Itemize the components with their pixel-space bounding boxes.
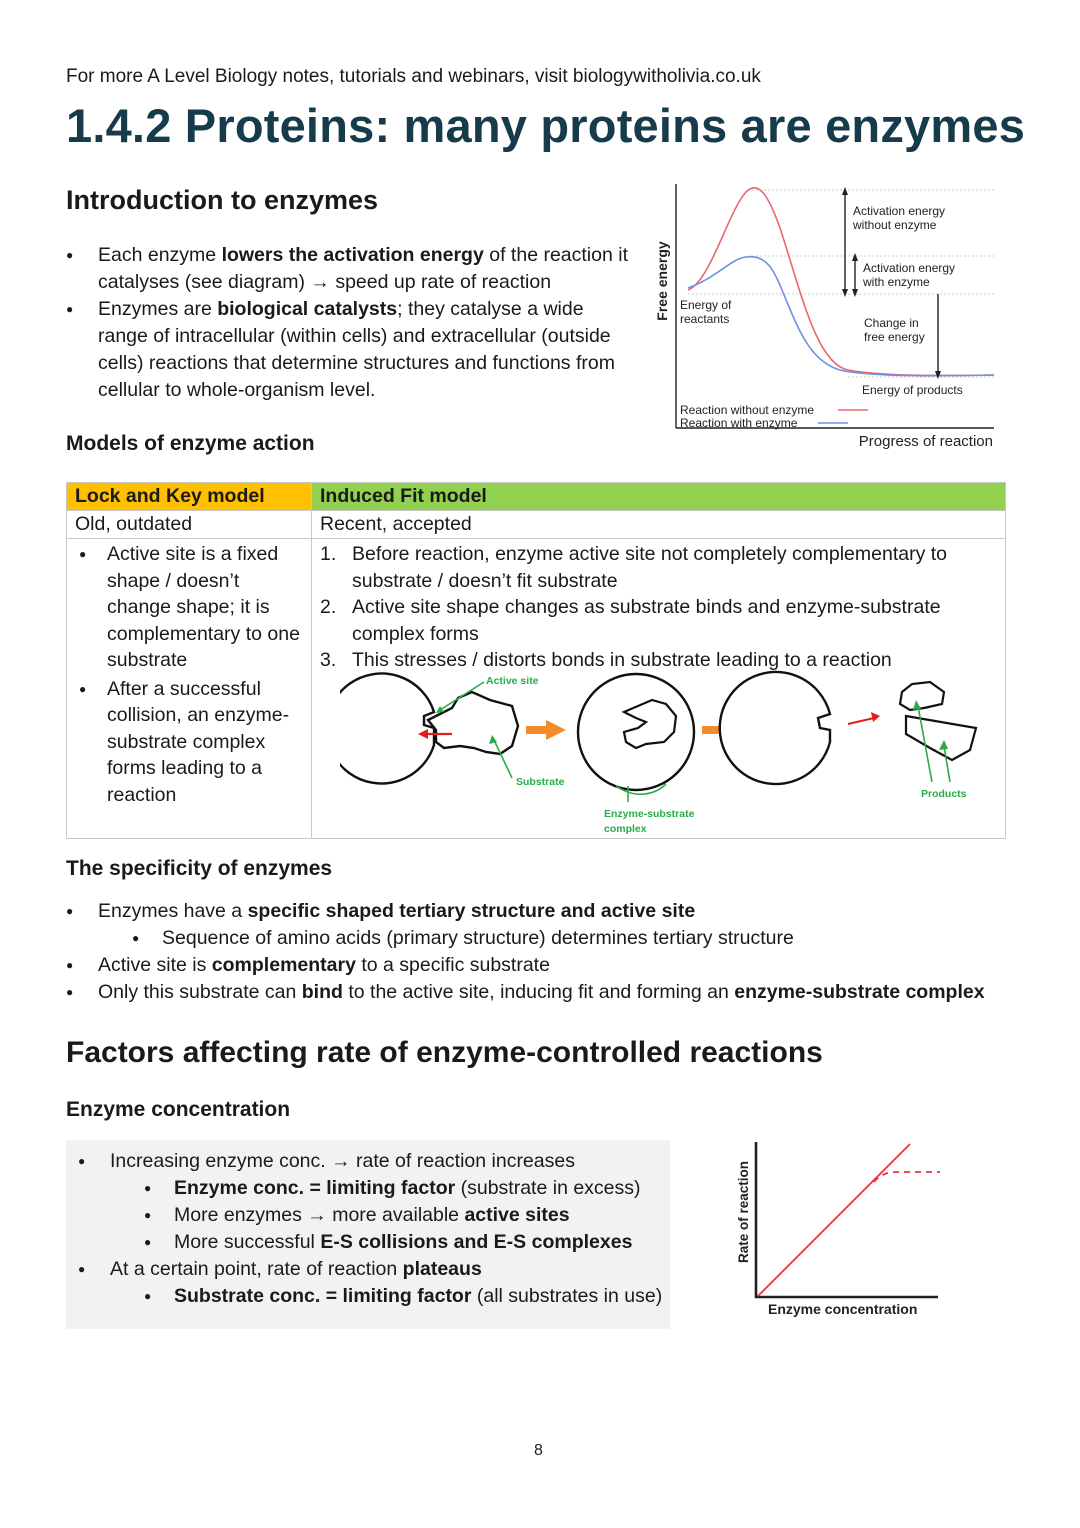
conc-bullet: ● Increasing enzyme conc. → rate of reaction increases [78,1148,668,1175]
products-label: Products [921,788,967,800]
plateau-line [874,1172,940,1182]
label-change-1: Change in [864,316,919,330]
lock-key-point: ● Active site is a fixed shape / doesn’t change shape; it is complementary to one substrate [75,541,303,674]
lock-key-point: ● After a successful collision, an enzyme-substrate complex forms leading to a reaction [75,676,303,809]
rate-line [758,1144,910,1296]
intro-heading: Introduction to enzymes [66,185,379,215]
enzyme-stage-3 [720,672,830,784]
factors-heading: Factors affecting rate of enzyme-controlled reactions [66,1036,823,1069]
specificity-heading: The specificity of enzymes [66,857,333,880]
induced-fit-step: 3. This stresses / distorts bonds in substrate leading to a reaction [320,649,892,671]
intro-bullet-catalysts: ● Enzymes are biological catalysts; they catalyse a wide range of intracellular (within cells) and extracellular (outside cells) reactions that determine structures and functions from cellular to whole-organism level. [66,296,636,404]
page-number: 8 [534,1442,543,1459]
induced-fit-title: Induced Fit model [312,483,1006,511]
models-heading: Models of enzyme action [66,432,315,455]
specificity-bullet: ● Active site is complementary to a specific substrate [66,952,1026,979]
label-act-enzyme-2: with enzyme [863,275,930,289]
energy-y-axis-label: Free energy [654,241,670,321]
label-act-enzyme-1: Activation energy [863,261,956,275]
induced-fit-status: Recent, accepted [312,511,1006,539]
label-change-2: free energy [864,330,925,344]
energy-profile-diagram [648,178,1000,454]
label-act-no-enzyme-2: without enzyme [853,218,937,232]
product-shape-lower [906,716,976,760]
lock-key-title: Lock and Key model [67,483,312,511]
curve-without-enzyme [688,188,994,376]
conc-sub-bullet: ● More enzymes → more available active sites [78,1202,668,1229]
substrate-label: Substrate [516,776,565,788]
lock-key-status: Old, outdated [67,511,312,539]
es-complex-label-2: complex [604,823,647,835]
rate-y-axis-label: Rate of reaction [736,1160,751,1264]
page-title: 1.4.2 Proteins: many proteins are enzymes [66,99,1026,152]
enzyme-conc-bullets [78,1148,668,1310]
product-shape-upper [900,682,944,710]
energy-x-axis-label: Progress of reaction [858,433,993,450]
label-reactants-1: Energy of [680,298,732,312]
intro-bullet-activation: ● Each enzyme lowers the activation energy of the reaction it catalyses (see diagram) → speed up rate of reaction [66,242,636,296]
legend-without-enzyme: Reaction without enzyme [680,403,815,417]
rate-x-axis-label: Enzyme concentration [768,1301,918,1317]
enzyme-conc-heading: Enzyme concentration [66,1098,291,1121]
specificity-bullet: ● Only this substrate can bind to the active site, inducing fit and forming an enzyme-substrate complex [66,979,1026,1006]
lock-key-points-cell [67,539,312,839]
es-complex-label-1: Enzyme-substrate [604,808,695,820]
rate-vs-enzyme-graph [730,1138,950,1322]
induced-fit-step: 2. Active site shape changes as substrate binds and enzyme-substrate complex forms [320,596,941,645]
active-site-label: Active site [486,675,539,687]
specificity-bullets [66,898,1026,1006]
label-products-energy: Energy of products [862,383,963,397]
specificity-bullet: ● Enzymes have a specific shaped tertiary structure and active site [66,898,1026,925]
conc-sub-bullet: ● More successful E-S collisions and E-S complexes [78,1229,668,1256]
conc-bullet: ● At a certain point, rate of reaction plateaus [78,1256,668,1283]
label-reactants-2: reactants [680,312,730,326]
specificity-sub-bullet: ● Sequence of amino acids (primary structure) determines tertiary structure [66,925,1026,952]
label-act-no-enzyme-1: Activation energy [853,204,946,218]
substrate-shape [428,692,518,754]
enzyme-stage-1 [340,674,434,784]
site-promo-line: For more A Level Biology notes, tutorials and webinars, visit biologywitholivia.co.uk [66,66,761,87]
induced-fit-step: 1. Before reaction, enzyme active site not completely complementary to substrate / doesn’t fit substrate [320,543,948,592]
conc-sub-bullet: ● Enzyme conc. = limiting factor (substrate in excess) [78,1175,668,1202]
induced-fit-diagram [340,670,1000,838]
intro-bullets [66,242,636,404]
conc-sub-bullet: ● Substrate conc. = limiting factor (all substrates in use) [78,1283,668,1310]
legend-with-enzyme: Reaction with enzyme [680,416,798,430]
